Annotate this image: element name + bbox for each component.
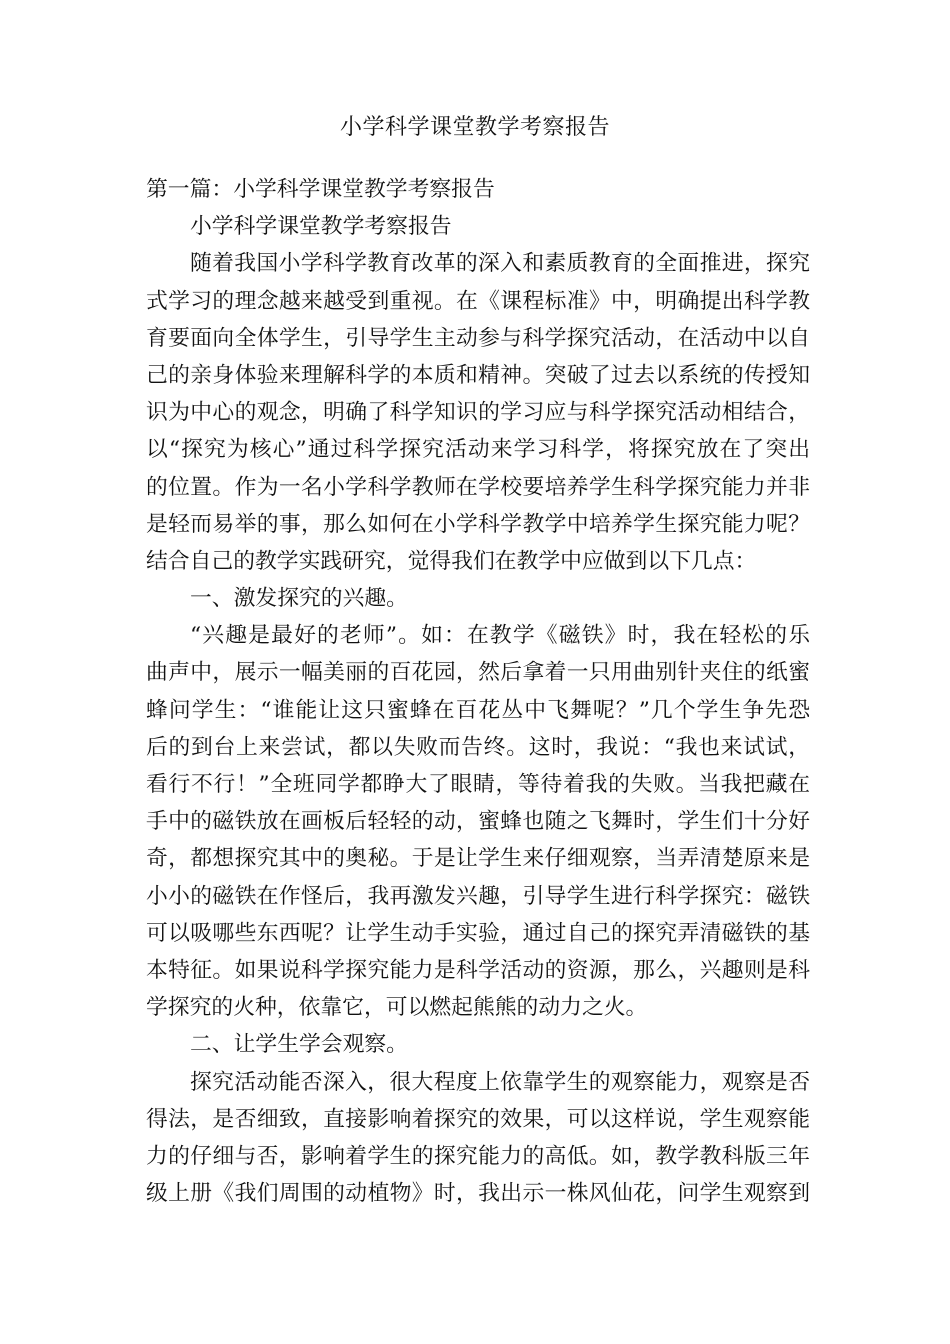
paragraph — [146, 1064, 810, 1213]
text-line: 小小的磁铁在作怪后，我再激发兴趣，引导学生进行科学探究：磁铁 — [146, 883, 810, 909]
text-line: “兴趣是最好的老师”。如：在教学《磁铁》时，我在轻松的乐 — [190, 623, 810, 649]
text-line: 是轻而易举的事，那么如何在小学科学教学中培养学生探究能力呢？ — [146, 511, 810, 537]
text-line: 结合自己的教学实践研究，觉得我们在教学中应做到以下几点： — [146, 548, 757, 574]
text-line: 得法，是否细致，直接影响着探究的效果，可以这样说，学生观察能 — [146, 1106, 810, 1132]
text-line: 随着我国小学科学教育改革的深入和素质教育的全面推进，探究 — [190, 251, 810, 277]
text-line: 后的到台上来尝试，都以失败而告终。这时，我说：“我也来试试， — [146, 734, 810, 760]
text-line: 的位置。作为一名小学科学教师在学校要培养学生科学探究能力并非 — [146, 474, 810, 500]
text-line: 级上册《我们周围的动植物》时，我出示一株风仙花，问学生观察到 — [146, 1181, 810, 1207]
text-line: 育要面向全体学生，引导学生主动参与科学探究活动，在活动中以自 — [146, 325, 810, 351]
text-line: 识为中心的观念，明确了科学知识的学习应与科学探究活动相结合， — [146, 400, 810, 426]
section-heading: 一、激发探究的兴趣。 — [190, 586, 408, 612]
section-subtitle: 小学科学课堂教学考察报告 — [190, 214, 452, 240]
text-line: 本特征。如果说科学探究能力是科学活动的资源，那么，兴趣则是科 — [146, 957, 810, 983]
paragraph — [146, 617, 810, 1026]
document-title: 小学科学课堂教学考察报告 — [339, 115, 610, 140]
text-line: 学探究的火种，依靠它，可以燃起熊熊的动力之火。 — [146, 995, 648, 1021]
paragraph — [146, 245, 810, 580]
text-line: 曲声中，展示一幅美丽的百花园，然后拿着一只用曲别针夹住的纸蜜 — [146, 660, 810, 686]
text-line: 己的亲身体验来理解科学的本质和精神。突破了过去以系统的传授知 — [146, 362, 810, 388]
chapter-heading: 第一篇：小学科学课堂教学考察报告 — [146, 177, 495, 202]
text-line: 式学习的理念越来越受到重视。在《课程标准》中，明确提出科学教 — [146, 288, 810, 314]
text-line: 可以吸哪些东西呢？让学生动手实验，通过自己的探究弄清磁铁的基 — [146, 920, 810, 946]
document-body — [146, 171, 810, 1212]
text-line: 蜂问学生：“谁能让这只蜜蜂在百花丛中飞舞呢？”几个学生争先恐 — [146, 697, 810, 723]
section-heading: 二、让学生学会观察。 — [190, 1032, 408, 1058]
text-line: 探究活动能否深入，很大程度上依靠学生的观察能力，观察是否 — [190, 1069, 810, 1095]
text-line: 力的仔细与否，影响着学生的探究能力的高低。如，教学教科版三年 — [146, 1143, 810, 1169]
text-line: 手中的磁铁放在画板后轻轻的动，蜜蜂也随之飞舞时，学生们十分好 — [146, 809, 810, 835]
text-line: 奇，都想探究其中的奥秘。于是让学生来仔细观察，当弄清楚原来是 — [146, 846, 810, 872]
text-line: 以“探究为核心”通过科学探究活动来学习科学，将探究放在了突出 — [146, 437, 810, 463]
text-line: 看行不行！”全班同学都睁大了眼睛，等待着我的失败。当我把藏在 — [146, 772, 810, 797]
